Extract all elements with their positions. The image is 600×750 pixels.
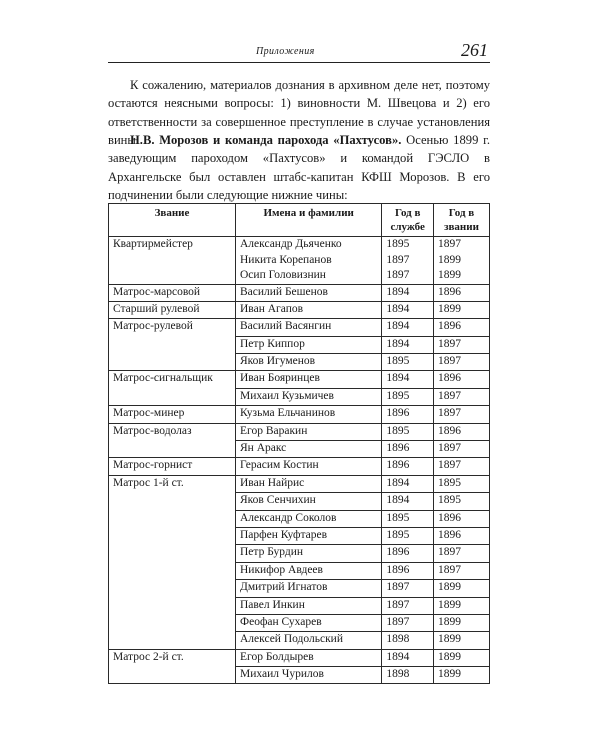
year-rank-cell: 1896 — [434, 527, 490, 544]
year-service-cell: 1894 — [382, 475, 434, 492]
year-service-cell: 1896 — [382, 545, 434, 562]
names-cell: Иван Бояринцев — [236, 371, 382, 388]
names-cell: Павел Инкин — [236, 597, 382, 614]
year-service-cell: 1894 — [382, 371, 434, 388]
rank-cell: Матрос-минер — [109, 406, 236, 423]
year-rank-cell: 1899 — [434, 649, 490, 666]
year-rank-cell: 1899 — [434, 667, 490, 684]
header-year-service: Год в службе — [382, 204, 434, 237]
rank-cell: Матрос 2-й ст. — [109, 649, 236, 684]
year-service-cell: 1895 — [382, 423, 434, 440]
names-cell: Михаил Кузьмичев — [236, 388, 382, 405]
year-service-cell: 1895 — [382, 388, 434, 405]
rank-cell: Матрос-рулевой — [109, 319, 236, 371]
year-service-cell: 1898 — [382, 667, 434, 684]
year-rank-cell: 1897 — [434, 354, 490, 371]
names-cell — [236, 237, 382, 285]
year-rank-cell: 1896 — [434, 319, 490, 336]
year-service-cell: 1897 — [382, 580, 434, 597]
crew-name: Александр Дьяченко — [240, 238, 342, 250]
year-rank-cell: 1897 — [434, 406, 490, 423]
year-service-cell: 1894 — [382, 284, 434, 301]
year-value: 1899 — [438, 269, 462, 281]
year-rank-cell: 1897 — [434, 458, 490, 475]
header-names: Имена и фамилии — [236, 204, 382, 237]
year-service-cell — [382, 237, 434, 285]
names-cell: Дмитрий Игнатов — [236, 580, 382, 597]
names-cell: Василий Бешенов — [236, 284, 382, 301]
table-header-row — [109, 204, 490, 237]
year-rank-cell: 1896 — [434, 510, 490, 527]
year-value: 1899 — [438, 253, 462, 266]
year-service-cell: 1895 — [382, 510, 434, 527]
table-row — [109, 423, 490, 440]
rank-cell: Матрос-горнист — [109, 458, 236, 475]
year-value: 1897 — [386, 269, 410, 281]
year-value: 1897 — [386, 253, 410, 266]
year-value: 1897 — [438, 238, 462, 250]
names-cell: Петр Киппор — [236, 336, 382, 353]
year-rank-cell: 1897 — [434, 336, 490, 353]
names-cell: Егор Варакин — [236, 423, 382, 440]
names-cell: Василий Васянгин — [236, 319, 382, 336]
year-rank-cell: 1896 — [434, 371, 490, 388]
crew-table-body — [109, 237, 490, 684]
names-cell: Яков Игуменов — [236, 354, 382, 371]
year-service-cell: 1898 — [382, 632, 434, 649]
year-service-cell: 1894 — [382, 649, 434, 666]
paragraph-pakhtusov — [108, 131, 490, 205]
table-row — [109, 237, 490, 285]
year-rank-cell: 1899 — [434, 580, 490, 597]
year-rank-cell: 1897 — [434, 562, 490, 579]
rank-cell: Матрос-сигнальщик — [109, 371, 236, 406]
table-row — [109, 458, 490, 475]
names-cell: Александр Соколов — [236, 510, 382, 527]
table-row — [109, 406, 490, 423]
names-cell: Ян Аракс — [236, 441, 382, 458]
table-row — [109, 475, 490, 492]
year-rank-cell: 1899 — [434, 301, 490, 318]
rank-cell: Старший рулевой — [109, 301, 236, 318]
year-service-cell: 1895 — [382, 527, 434, 544]
table-row — [109, 371, 490, 388]
names-cell: Никифор Авдеев — [236, 562, 382, 579]
year-service-cell: 1896 — [382, 406, 434, 423]
year-rank-cell: 1895 — [434, 493, 490, 510]
running-head — [108, 40, 490, 63]
names-cell: Петр Бурдин — [236, 545, 382, 562]
table-row — [109, 284, 490, 301]
year-service-cell: 1896 — [382, 441, 434, 458]
header-year-rank: Год в звании — [434, 204, 490, 237]
names-cell: Яков Сенчихин — [236, 493, 382, 510]
section-lead-heading: Н.В. Морозов и команда парохода «Пахтусов». — [130, 133, 402, 147]
year-rank-cell: 1899 — [434, 597, 490, 614]
paragraph-investigation: К сожалению, материалов дознания в архивном деле нет, поэтому остаются неясными вопросы: 1) виновности М. Швецова и 2) его ответственности за совершенное преступление в случае установления вины. — [108, 78, 490, 148]
names-cell: Михаил Чурилов — [236, 667, 382, 684]
names-cell: Иван Агапов — [236, 301, 382, 318]
year-rank-cell — [434, 237, 490, 285]
table-row — [109, 649, 490, 666]
year-service-cell: 1897 — [382, 614, 434, 631]
year-rank-cell: 1899 — [434, 614, 490, 631]
year-service-cell: 1896 — [382, 458, 434, 475]
crew-name: Осип Головизнин — [240, 269, 326, 281]
names-cell: Феофан Сухарев — [236, 614, 382, 631]
year-service-cell: 1894 — [382, 301, 434, 318]
year-value: 1895 — [386, 238, 410, 250]
year-service-cell: 1895 — [382, 354, 434, 371]
year-service-cell: 1897 — [382, 597, 434, 614]
table-row — [109, 301, 490, 318]
year-rank-cell: 1897 — [434, 441, 490, 458]
names-cell: Егор Болдырев — [236, 649, 382, 666]
paragraph-text: Осенью 1899 г. заведующим пароходом «Пахтусов» и командой ГЭСЛО в Архангельске был оставлен штабс-капитан КФШ Морозов. В его подчинении были следующие нижние чины: — [108, 133, 490, 203]
running-title: Приложения — [256, 46, 315, 57]
table-row — [109, 319, 490, 336]
crew-name: Никита Корепанов — [240, 253, 332, 266]
year-rank-cell: 1896 — [434, 284, 490, 301]
year-service-cell: 1894 — [382, 493, 434, 510]
year-rank-cell: 1897 — [434, 388, 490, 405]
year-rank-cell: 1899 — [434, 632, 490, 649]
names-cell: Парфен Куфтарев — [236, 527, 382, 544]
crew-table — [108, 203, 490, 684]
page-number: 261 — [461, 40, 488, 60]
names-cell: Кузьма Ельчанинов — [236, 406, 382, 423]
names-cell: Иван Найрис — [236, 475, 382, 492]
names-cell: Алексей Подольский — [236, 632, 382, 649]
year-service-cell: 1894 — [382, 319, 434, 336]
rank-cell: Матрос-марсовой — [109, 284, 236, 301]
header-rank: Звание — [109, 204, 236, 237]
rank-cell: Матрос 1-й ст. — [109, 475, 236, 649]
year-rank-cell: 1897 — [434, 545, 490, 562]
rank-cell: Матрос-водолаз — [109, 423, 236, 458]
year-service-cell: 1896 — [382, 562, 434, 579]
year-rank-cell: 1896 — [434, 423, 490, 440]
names-cell: Герасим Костин — [236, 458, 382, 475]
rank-cell: Квартирмейстер — [109, 237, 236, 285]
year-rank-cell: 1895 — [434, 475, 490, 492]
year-service-cell: 1894 — [382, 336, 434, 353]
